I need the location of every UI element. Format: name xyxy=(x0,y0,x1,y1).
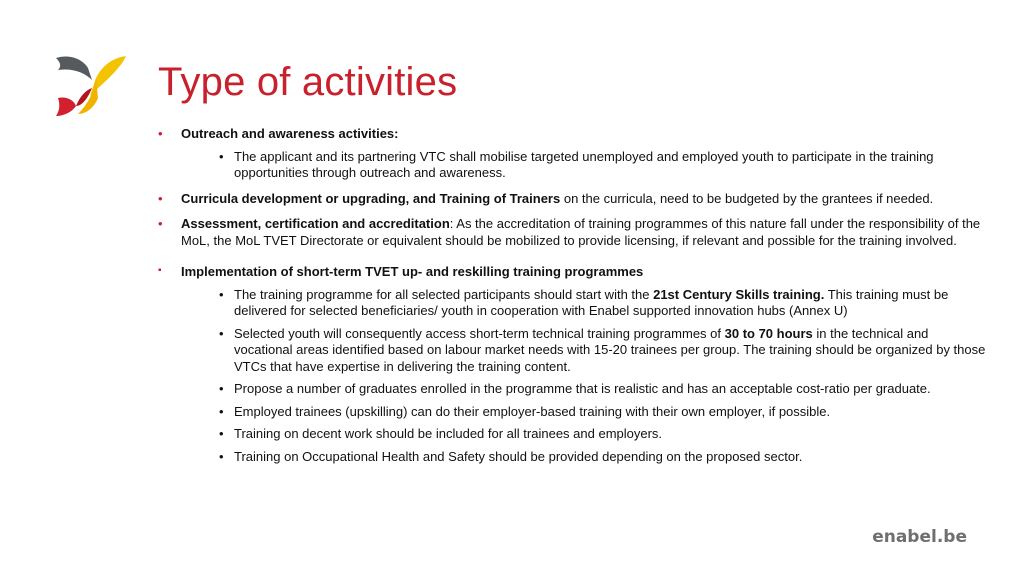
sub-list-item xyxy=(181,326,988,376)
sub-item-text: Propose a number of graduates enrolled in the programme that is realistic and has an acceptable cost-ratio per graduate. xyxy=(234,381,931,396)
sub-list-item xyxy=(181,404,988,421)
activities-list xyxy=(158,126,988,474)
bullet-dot-icon: • xyxy=(158,126,163,141)
sub-item-text: This training must be delivered for selected beneficiaries/ youth in cooperation with Enabel supported innovation hubs (Annex U) xyxy=(234,286,949,318)
sub-list-item xyxy=(181,287,988,320)
sub-item-text: Selected youth will consequently access short-term technical training programmes of xyxy=(234,325,725,341)
sub-list-item xyxy=(181,149,988,182)
bullet-dot-icon: • xyxy=(219,448,224,464)
enabel-logo xyxy=(52,52,130,122)
sub-item-text: Employed trainees (upskilling) can do their employer-based training with their own employer, if possible. xyxy=(234,403,831,419)
list-item xyxy=(158,191,988,208)
list-item xyxy=(158,264,988,465)
sub-item-bold: 21st Century Skills training. xyxy=(653,286,825,302)
sub-item-text: Training on decent work should be included for all trainees and employers. xyxy=(234,426,663,441)
bullet-dot-icon: • xyxy=(219,403,224,419)
item-text: on the curricula, need to be budgeted by the grantees if needed. xyxy=(560,190,934,206)
bullet-dot-icon: • xyxy=(219,148,224,164)
bullet-dot-icon: • xyxy=(158,190,163,206)
sub-list-item xyxy=(181,449,988,466)
bullet-dot-icon: • xyxy=(219,381,224,396)
item-heading: Implementation of short-term TVET up- and reskilling training programmes xyxy=(181,264,644,279)
list-item xyxy=(158,126,988,182)
page-title: Type of activities xyxy=(158,60,458,104)
sub-item-bold: 30 to 70 hours xyxy=(724,325,813,341)
bullet-dot-icon: • xyxy=(219,426,224,441)
sub-item-text: The training programme for all selected participants should start with the xyxy=(234,286,654,302)
bullet-dot-icon: • xyxy=(219,286,224,302)
item-text: : As the accreditation of training programmes of this nature fall under the responsibility of the MoL, the MoL TVET Directorate or equivalent should be mobilized to provide licensing, if relevant and possible for the training involved. xyxy=(181,216,981,248)
bullet-dot-icon: • xyxy=(158,216,163,231)
sub-item-text: The applicant and its partnering VTC shall mobilise targeted unemployed and employed youth to participate in the training opportunities through outreach and awareness. xyxy=(234,148,934,180)
sub-list-item xyxy=(181,426,988,443)
list-item xyxy=(158,216,988,249)
bullet-square-icon: ▪ xyxy=(158,265,162,276)
sub-item-text: in the technical and vocational areas identified based on labour market needs with 15-20 trainees per group. The training should be organized by those VTCs that have expertise in delivering the training content. xyxy=(234,325,986,374)
bullet-dot-icon: • xyxy=(219,325,224,341)
item-heading: Assessment, certification and accreditation xyxy=(181,216,450,231)
sub-list-item xyxy=(181,381,988,398)
item-heading: Outreach and awareness activities: xyxy=(181,126,399,141)
footer-website: enabel.be xyxy=(872,527,967,547)
item-heading: Curricula development or upgrading, and Training of Trainers xyxy=(181,190,561,206)
sub-item-text: Training on Occupational Health and Safety should be provided depending on the proposed sector. xyxy=(234,448,803,464)
